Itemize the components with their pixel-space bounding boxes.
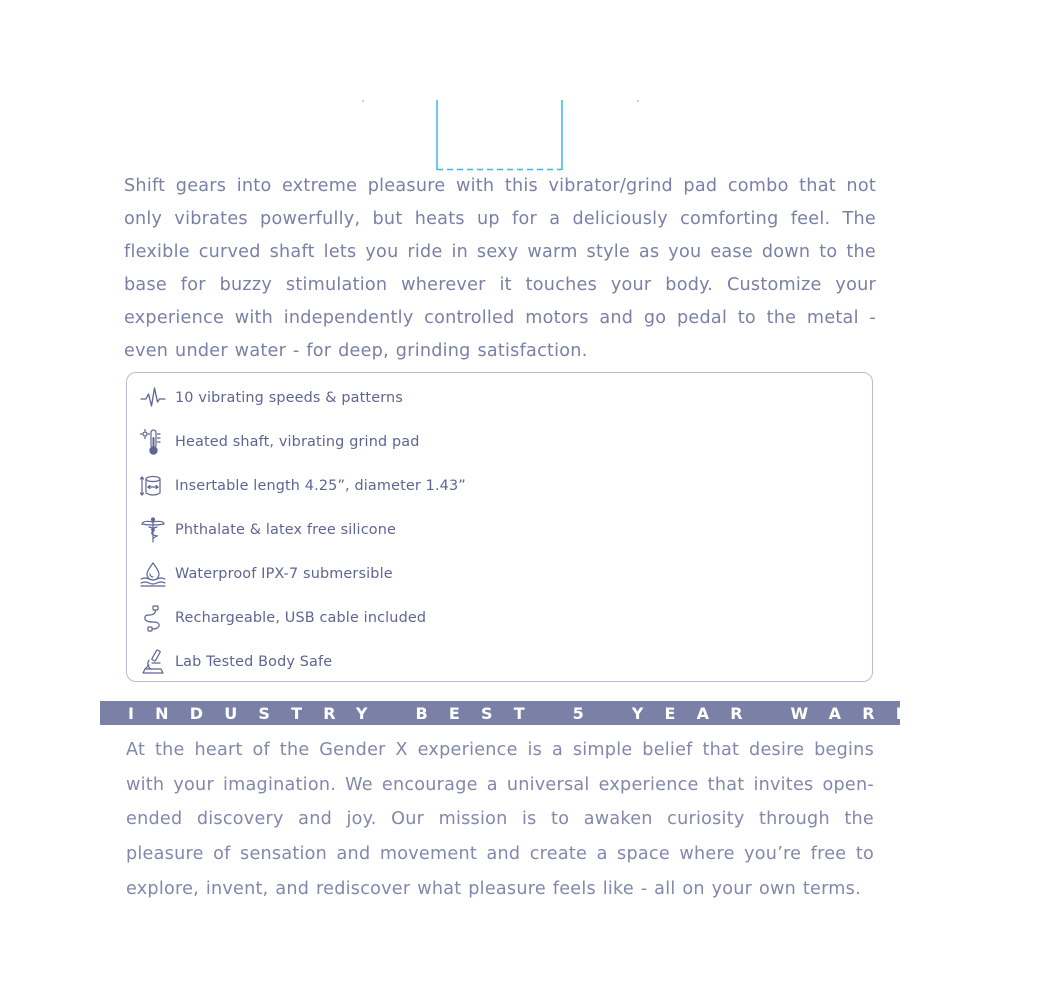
usb-cable-icon [139, 604, 167, 632]
caduceus-icon [139, 516, 167, 544]
brand-mission-text: At the heart of the Gender X experience is a simple belief that desire begins with your imagination. We encourage a universal experience that invites open-ended discovery and joy. Our mission is to awaken curiosity through the pleasure of sensation and movement and create a space where you’re free to explore, invent, and rediscover what pleasure feels like - all on your own terms. [126, 740, 874, 899]
feature-item-waterproof [139, 559, 393, 589]
water-drop-icon [139, 560, 167, 588]
feature-label: Waterproof IPX-7 submersible [175, 566, 393, 582]
feature-label: Heated shaft, vibrating grind pad [175, 434, 420, 450]
feature-label: Lab Tested Body Safe [175, 654, 333, 670]
feature-label: Phthalate & latex free silicone [175, 522, 396, 538]
decorative-dot-left [362, 100, 364, 102]
feature-item-material [139, 515, 396, 545]
decorative-dot-right [637, 100, 639, 102]
feature-label: Rechargeable, USB cable included [175, 610, 427, 626]
feature-list [126, 372, 873, 682]
product-description: Shift gears into extreme pleasure with this vibrator/grind pad combo that not only vibrates powerfully, but heats up for a deliciously comforting feel. The flexible curved shaft lets you ride in sexy warm style as you ease down to the base for buzzy stimulation wherever it touches your body. Customize your experience with independently controlled motors and go pedal to the metal - even under water - for deep, grinding satisfaction. [124, 176, 876, 361]
feature-item-rechargeable [139, 603, 426, 633]
feature-label: Insertable length 4.25”, diameter 1.43” [175, 478, 466, 494]
product-image-frame [436, 100, 563, 170]
feature-item-vibration [139, 383, 403, 413]
thermometer-icon [139, 428, 167, 456]
feature-item-dimensions [139, 471, 466, 501]
warranty-banner: INDUSTRY BEST 5 YEAR WARRANTY [100, 701, 900, 725]
feature-item-heated [139, 427, 420, 457]
feature-label: 10 vibrating speeds & patterns [175, 390, 403, 406]
dimensions-icon [139, 472, 167, 500]
pulse-icon [139, 384, 167, 412]
microscope-icon [139, 648, 167, 676]
feature-item-lab-tested [139, 647, 332, 677]
